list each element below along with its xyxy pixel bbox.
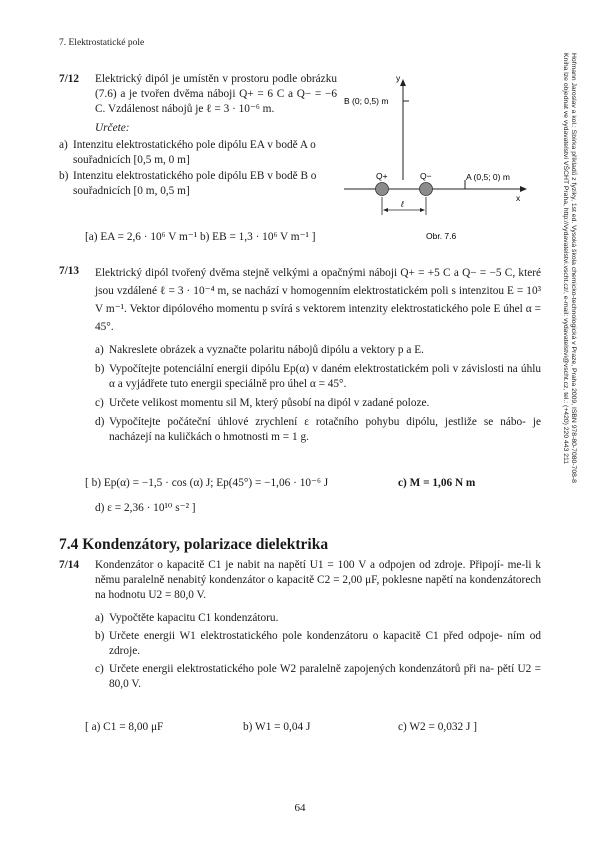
q-minus-label: Q− xyxy=(420,171,432,181)
answer-7-14-b: b) W1 = 0,04 J xyxy=(243,721,311,733)
task-item: d) Vypočítejte počáteční úhlové zrychlení ε rotačního pohybu dipólu, jestliže se nábo- je nacházejí na kuličkách o hmotnosti m = 1 g. xyxy=(95,416,541,443)
task-list xyxy=(59,138,337,199)
point-a-label: A (0,5; 0) m xyxy=(466,172,510,182)
ell-label: ℓ xyxy=(401,199,404,209)
figure-caption: Obr. 7.6 xyxy=(426,231,457,241)
problem-number: 7/12 xyxy=(59,73,80,85)
task-item: a) Nakreslete obrázek a vyznačte polaritu nábojů dipólu a vektory p a E. xyxy=(95,344,424,356)
ell-arrow-left xyxy=(383,208,388,212)
task-item: c) Určete energii elektrostatického pole W2 paralelně zapojených kondenzátorů při na- pětí U2 = 80,0 V. xyxy=(95,663,541,690)
side-note-line-2: Kniha lze objednat ve vydavatelství VŠCHT Praha, http://vydavatelstvi.vscht.cz/, e-mail: vydavatelstvi@vscht.cz, tel.: (+420) 220 443 211 xyxy=(562,53,570,465)
problem-7-13 xyxy=(59,264,541,446)
running-header: 7. Elektrostatické pole xyxy=(59,38,145,48)
problem-intro: Elektrický dipól je umístěn v prostoru podle obrázku (7.6) a je tvořen dvěma náboji Q+ = 6 C a Q− = −6 C. Vzdálenost nábojů je ℓ = 3 · 10⁻⁶ m. xyxy=(95,73,337,115)
answer-7-13-d: d) ε = 2,36 · 10¹⁰ s⁻² ] xyxy=(95,502,196,514)
ell-arrow-right xyxy=(420,208,425,212)
side-margin-note xyxy=(563,53,577,813)
task-item: a) Intenzitu elektrostatického pole dipólu EA v bodě A o souřadnicích [0,5 m, 0 m] xyxy=(59,139,316,166)
charge-positive xyxy=(376,183,389,196)
charge-negative xyxy=(420,183,433,196)
problem-7-12 xyxy=(59,72,337,200)
figure-dipole xyxy=(330,72,530,252)
x-axis-arrow xyxy=(520,186,527,192)
problem-7-14-statement xyxy=(59,558,541,603)
problem-7-14 xyxy=(59,558,541,693)
problem-7-12-statement xyxy=(59,72,337,117)
q-plus-label: Q+ xyxy=(376,171,388,181)
problem-7-12-answer: [a) EA = 2,6 · 10⁶ V m⁻¹ b) EB = 1,3 · 10⁶ V m⁻¹ ] xyxy=(85,231,316,243)
task-list xyxy=(59,343,541,445)
problem-number: 7/14 xyxy=(59,559,80,571)
task-item: b) Intenzitu elektrostatického pole dipólu EB v bodě B o souřadnicích [0 m, 0,5 m] xyxy=(59,170,317,197)
answer-7-13-b: [ b) Ep(α) = −1,5 · cos (α) J; Ep(45°) = −1,06 · 10⁻⁶ J xyxy=(85,477,329,489)
point-b-label: B (0; 0,5) m xyxy=(344,96,389,106)
section-heading: 7.4 Kondenzátory, polarizace dielektrika xyxy=(59,536,329,553)
task-item: b) Určete energii W1 elektrostatického pole kondenzátoru o kapacitě C1 před odpoje- ním od zdroje. xyxy=(95,630,541,657)
dipole-diagram xyxy=(330,72,530,252)
task-label: Určete: xyxy=(95,122,130,134)
task-item: a) Vypočtěte kapacitu C1 kondenzátoru. xyxy=(95,612,279,624)
problem-intro: Kondenzátor o kapacitě C1 je nabit na napětí U1 = 100 V a odpojen od zdroje. Připojí- me-li k němu paralelně nenabitý kondenzátor o kapacitě C2 = 2,00 μF, poklesne napětí na kondenzátorech na hodnotu U2 = 80,0 V. xyxy=(95,559,541,601)
task-item: b) Vypočítejte potenciální energii dipólu Ep(α) v daném elektrostatickém poli v závislosti na úhlu α a vyjádřete tuto energii speciálně pro úhel α = 45°. xyxy=(95,363,541,390)
problem-number: 7/13 xyxy=(59,265,80,277)
page-number: 64 xyxy=(294,802,306,814)
y-axis-label: y xyxy=(396,73,401,83)
answer-7-14-c: c) W2 = 0,032 J ] xyxy=(398,721,477,733)
task-list xyxy=(59,611,541,692)
x-axis-label: x xyxy=(516,193,521,203)
problem-intro: Elektrický dipól tvořený dvěma stejně velkými a opačnými náboji Q+ = +5 C a Q− = −5 C, které jsou vzdálené ℓ = 3 · 10⁻⁴ m, se nachází v homogenním elektrostatickém poli s intenzitou E = 10³ V m⁻¹. Vektor dipólového momentu p svírá s vektorem intenzity elektrostatického pole E úhel α = 45°. xyxy=(95,267,541,333)
answer-7-13-c: c) M = 1,06 N m xyxy=(398,477,476,489)
answer-7-14-a: [ a) C1 = 8,00 μF xyxy=(85,721,164,733)
side-note-line-1: Hofmann Jaroslav a kol.: Sbírka příkladů z fyziky, 1st ed. Vysoká škola chemicko-technologická v Praze, Praha 2009, ISBN 978-80-7080-708-8 xyxy=(570,53,577,483)
y-axis-arrow xyxy=(400,79,406,86)
task-item: c) Určete velikost momentu sil M, který působí na dipól v zadané poloze. xyxy=(95,397,430,409)
problem-7-13-statement xyxy=(59,264,541,336)
